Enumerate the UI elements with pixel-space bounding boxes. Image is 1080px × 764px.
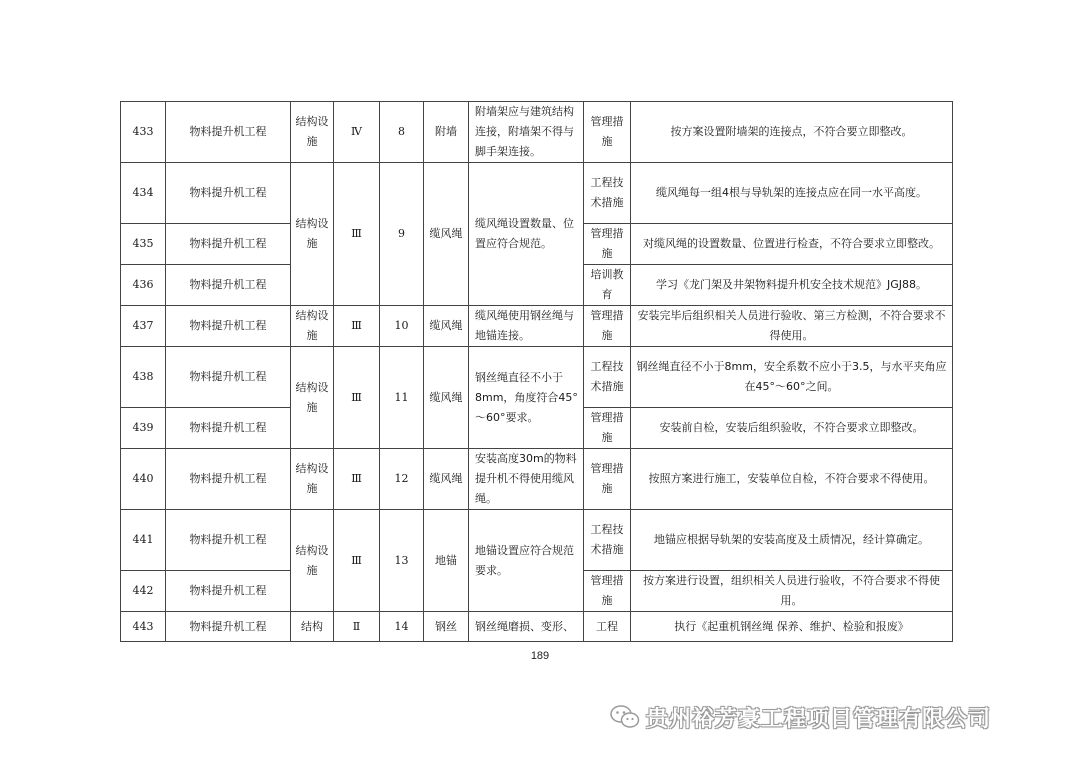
risk-level: Ⅲ [334,163,380,306]
measure: 按方案进行设置，组织相关人员进行验收，不符合要求不得使用。 [631,571,953,612]
measure-type: 工程技术措施 [584,510,631,571]
measure: 钢丝绳直径不小于8mm，安全系数不应小于3.5，与水平夹角应在45°～60°之间。 [631,347,953,408]
item-number: 12 [380,449,424,510]
measure: 安装前自检，安装后组织验收，不符合要求立即整改。 [631,408,953,449]
row-id: 440 [121,449,166,510]
table-row [121,347,953,408]
check-item: 缆风绳 [424,306,469,347]
row-id: 433 [121,102,166,163]
row-id: 441 [121,510,166,571]
page-number: 189 [530,650,550,662]
table-row [121,163,953,224]
requirement: 缆风绳设置数量、位置应符合规范。 [469,163,584,306]
wechat-icon [610,704,640,730]
risk-level: Ⅲ [334,510,380,612]
table-row [121,449,953,510]
requirement: 钢丝绳磨损、变形、 [469,612,584,642]
row-id: 438 [121,347,166,408]
row-id: 442 [121,571,166,612]
row-id: 436 [121,265,166,306]
row-id: 437 [121,306,166,347]
measure: 对缆风绳的设置数量、位置进行检查，不符合要求立即整改。 [631,224,953,265]
measure-type: 管理措施 [584,449,631,510]
measure: 按照方案进行施工，安装单位自检，不符合要求不得使用。 [631,449,953,510]
measure-type: 管理措施 [584,571,631,612]
row-id: 443 [121,612,166,642]
category: 结构设施 [291,449,334,510]
project-name: 物料提升机工程 [166,347,291,408]
measure: 缆风绳每一组4根与导轨架的连接点应在同一水平高度。 [631,163,953,224]
row-id: 434 [121,163,166,224]
category: 结构设施 [291,510,334,612]
measure: 按方案设置附墙架的连接点，不符合要立即整改。 [631,102,953,163]
row-id: 439 [121,408,166,449]
risk-level: Ⅳ [334,102,380,163]
project-name: 物料提升机工程 [166,510,291,571]
project-name: 物料提升机工程 [166,612,291,642]
safety-measures-table [120,101,953,642]
category: 结构设施 [291,306,334,347]
category: 结构 [291,612,334,642]
item-number: 14 [380,612,424,642]
project-name: 物料提升机工程 [166,163,291,224]
item-number: 10 [380,306,424,347]
item-number: 13 [380,510,424,612]
requirement: 缆风绳使用钢丝绳与地锚连接。 [469,306,584,347]
item-number: 11 [380,347,424,449]
project-name: 物料提升机工程 [166,306,291,347]
measure: 安装完毕后组织相关人员进行验收、第三方检测，不符合要求不得使用。 [631,306,953,347]
requirement: 附墙架应与建筑结构连接，附墙架不得与脚手架连接。 [469,102,584,163]
measure-type: 管理措施 [584,408,631,449]
measure-type: 工程 [584,612,631,642]
watermark [610,700,991,734]
project-name: 物料提升机工程 [166,102,291,163]
risk-level: Ⅲ [334,449,380,510]
table-row [121,102,953,163]
category: 结构设施 [291,163,334,306]
check-item: 缆风绳 [424,449,469,510]
item-number: 9 [380,163,424,306]
measure: 执行《起重机钢丝绳 保养、维护、检验和报废》 [631,612,953,642]
watermark-text: 贵州裕芳豪工程项目管理有限公司 [646,706,992,732]
measure-type: 工程技术措施 [584,347,631,408]
project-name: 物料提升机工程 [166,408,291,449]
measure: 地锚应根据导轨架的安装高度及土质情况，经计算确定。 [631,510,953,571]
check-item: 钢丝 [424,612,469,642]
risk-level: Ⅲ [334,306,380,347]
check-item: 缆风绳 [424,163,469,306]
check-item: 地锚 [424,510,469,612]
row-id: 435 [121,224,166,265]
measure-type: 管理措施 [584,224,631,265]
table-row [121,612,953,642]
table-row [121,510,953,571]
table-row [121,306,953,347]
project-name: 物料提升机工程 [166,224,291,265]
measure-type: 工程技术措施 [584,163,631,224]
requirement: 钢丝绳直径不小于8mm，角度符合45°～60°要求。 [469,347,584,449]
item-number: 8 [380,102,424,163]
requirement: 安装高度30m的物料提升机不得使用缆风绳。 [469,449,584,510]
category: 结构设施 [291,347,334,449]
measure-type: 管理措施 [584,102,631,163]
check-item: 附墙 [424,102,469,163]
category: 结构设施 [291,102,334,163]
risk-level: Ⅱ [334,612,380,642]
measure-type: 培训教育 [584,265,631,306]
project-name: 物料提升机工程 [166,265,291,306]
requirement: 地锚设置应符合规范要求。 [469,510,584,612]
project-name: 物料提升机工程 [166,449,291,510]
measure: 学习《龙门架及井架物料提升机安全技术规范》JGJ88。 [631,265,953,306]
project-name: 物料提升机工程 [166,571,291,612]
risk-level: Ⅲ [334,347,380,449]
check-item: 缆风绳 [424,347,469,449]
measure-type: 管理措施 [584,306,631,347]
